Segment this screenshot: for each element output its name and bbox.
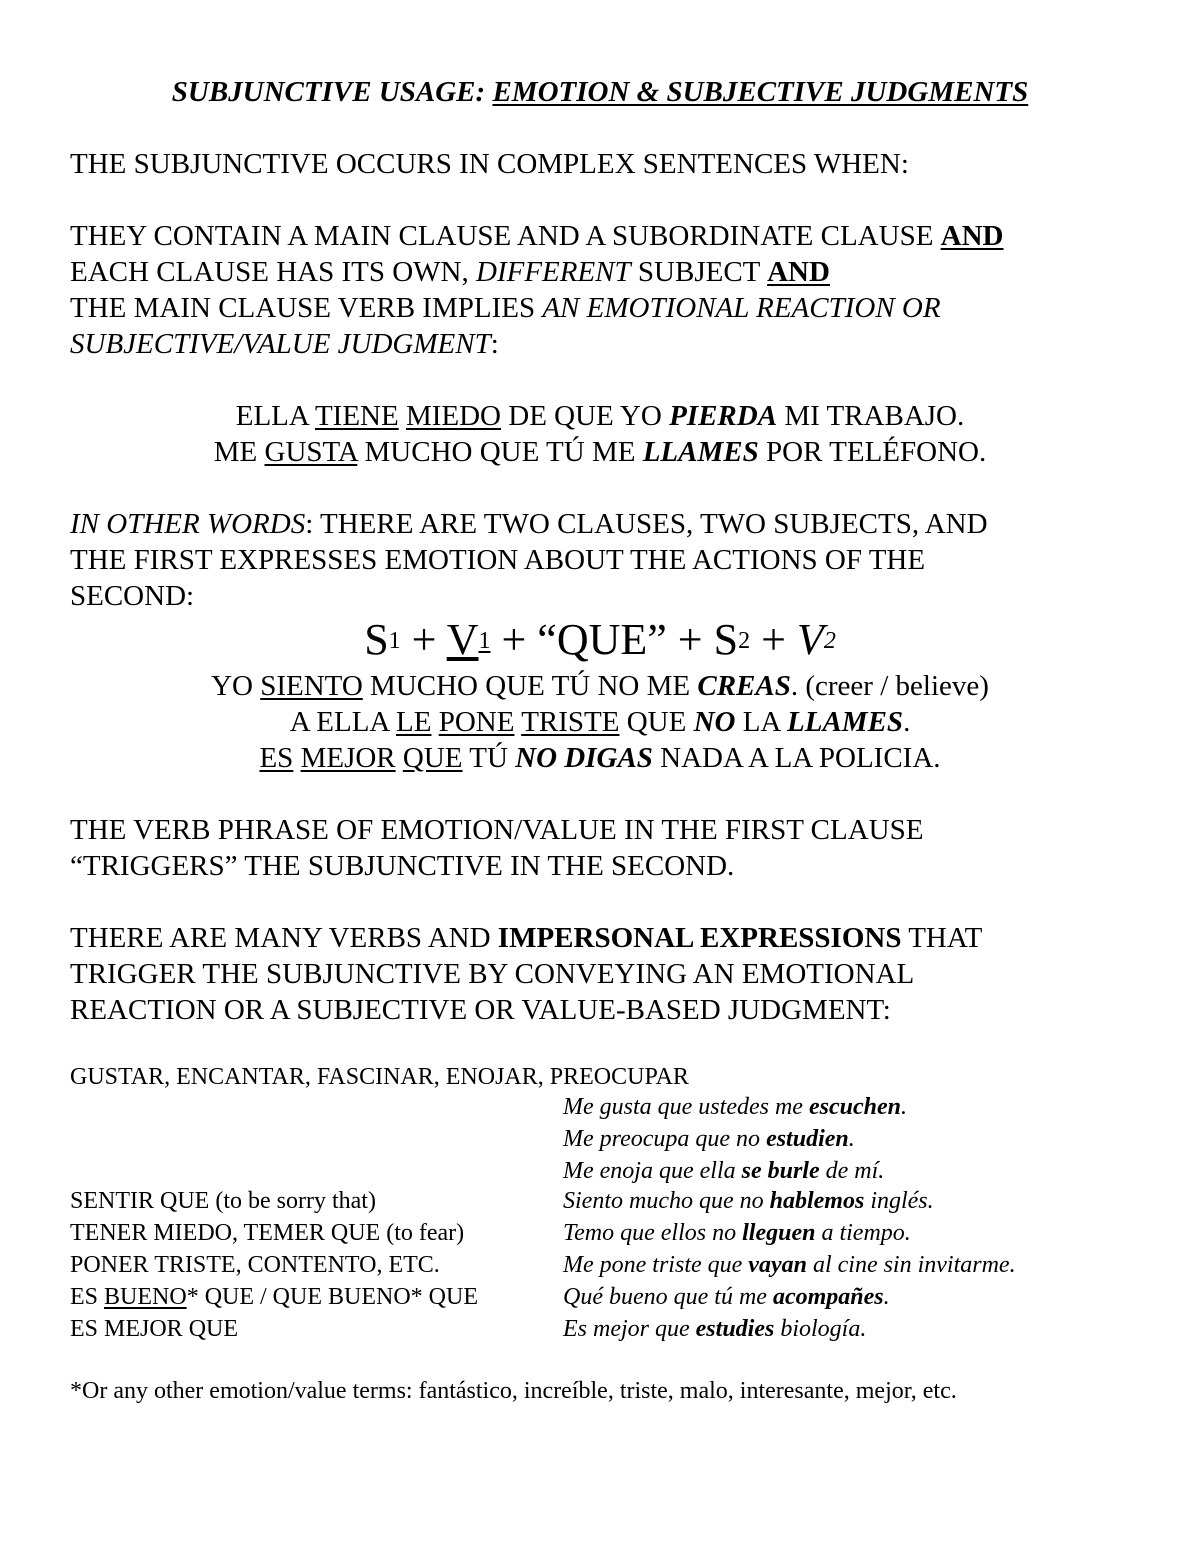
formula-op: +	[400, 615, 447, 664]
example-text: QUE	[619, 706, 694, 738]
list-example	[563, 1092, 907, 1122]
list-text: * QUE / QUE BUENO* QUE	[186, 1284, 478, 1310]
many-text: THERE ARE MANY VERBS AND	[70, 922, 498, 954]
example-text: YO	[211, 670, 261, 702]
many-line-1	[70, 920, 982, 956]
example-text: LA	[735, 706, 788, 738]
subjunctive-verb: lleguen	[742, 1220, 816, 1246]
list-example	[563, 1250, 1016, 1280]
example-verb: ES	[259, 742, 294, 774]
example-text: .	[848, 1126, 855, 1152]
example-text: al cine sin invitarme.	[806, 1252, 1016, 1278]
example-sentence-5	[0, 740, 1200, 776]
subjunctive-verb: LLAMES	[642, 436, 759, 468]
example-verb: SIENTO	[260, 670, 363, 702]
condition-text: :	[490, 328, 499, 360]
subjunctive-verb: vayan	[748, 1252, 807, 1278]
example-text: de mí.	[819, 1158, 885, 1184]
subjunctive-verb: se burle	[741, 1158, 820, 1184]
example-text: POR TELÉFONO.	[758, 436, 987, 468]
list-left-es-bueno	[70, 1282, 478, 1312]
example-verb: PONE	[438, 706, 515, 738]
example-text: Siento mucho que no	[563, 1188, 770, 1214]
subjunctive-verb: LLAMES	[787, 706, 904, 738]
condition-and: AND	[940, 220, 1004, 252]
formula-sup: 1	[388, 628, 401, 654]
example-verb: MEJOR	[300, 742, 396, 774]
many-line-2: TRIGGER THE SUBJUNCTIVE BY CONVEYING AN EMOTIONAL	[70, 958, 915, 990]
title-prefix: SUBJUNCTIVE USAGE:	[171, 76, 493, 108]
many-bold: IMPERSONAL EXPRESSIONS	[497, 922, 902, 954]
example-sentence-3	[0, 668, 1200, 704]
example-text: .	[883, 1284, 890, 1310]
footnote: *Or any other emotion/value terms: fantástico, increíble, triste, malo, interesante, mejor, etc.	[70, 1378, 957, 1404]
example-text: Me preocupa que no	[563, 1126, 767, 1152]
example-text: MUCHO QUE TÚ NO ME	[362, 670, 698, 702]
other-words-line-2: THE FIRST EXPRESSES EMOTION ABOUT THE ACTIONS OF THE	[70, 544, 926, 576]
list-example	[563, 1218, 911, 1248]
list-example	[563, 1156, 884, 1186]
example-text: DE QUE YO	[501, 400, 670, 432]
example-text: a tiempo.	[815, 1220, 911, 1246]
example-text	[396, 742, 403, 774]
subjunctive-verb: escuchen	[808, 1094, 901, 1120]
example-text: A ELLA	[289, 706, 397, 738]
intro-line: THE SUBJUNCTIVE OCCURS IN COMPLEX SENTENCES WHEN:	[70, 148, 909, 180]
example-text: NADA A LA POLICIA.	[652, 742, 941, 774]
example-text: .	[903, 706, 911, 738]
subjunctive-verb: NO	[693, 706, 736, 738]
other-words-line-1	[70, 506, 988, 542]
condition-line-2	[70, 254, 830, 290]
title-underlined: EMOTION & SUBJECTIVE JUDGMENTS	[492, 76, 1029, 108]
other-words-line-3: SECOND:	[70, 580, 195, 612]
example-sentence-4	[0, 704, 1200, 740]
list-example	[563, 1314, 866, 1344]
example-text: ME	[213, 436, 265, 468]
list-left-poner-triste: PONER TRISTE, CONTENTO, ETC.	[70, 1252, 440, 1278]
example-text: Qué bueno que tú me	[563, 1284, 773, 1310]
example-text: Me enoja que ella	[563, 1158, 742, 1184]
trigger-line-2: “TRIGGERS” THE SUBJUNCTIVE IN THE SECOND.	[70, 850, 735, 882]
example-text: MUCHO QUE TÚ ME	[357, 436, 643, 468]
subjunctive-verb: hablemos	[769, 1188, 865, 1214]
example-text: ELLA	[235, 400, 315, 432]
other-words-label: IN OTHER WORDS	[70, 508, 306, 540]
example-text	[399, 400, 406, 432]
formula-verb-2: V	[796, 615, 824, 664]
example-sentence-2	[0, 434, 1200, 470]
example-verb: QUE	[402, 742, 463, 774]
formula-sup: 2	[823, 628, 836, 654]
example-verb: GUSTA	[264, 436, 358, 468]
subjunctive-verb: estudies	[695, 1316, 775, 1342]
example-text: MI TRABAJO.	[777, 400, 965, 432]
formula-sup: 2	[738, 628, 751, 654]
condition-line-4	[70, 326, 499, 362]
other-words-text: : THERE ARE TWO CLAUSES, TWO SUBJECTS, AND	[305, 508, 988, 540]
example-text: biología.	[774, 1316, 867, 1342]
subjunctive-verb: acompañes	[772, 1284, 884, 1310]
example-text	[293, 742, 300, 774]
list-left-tener-miedo: TENER MIEDO, TEMER QUE (to fear)	[70, 1220, 465, 1246]
formula-verb-1: V	[446, 615, 479, 664]
many-line-3: REACTION OR A SUBJECTIVE OR VALUE-BASED JUDGMENT:	[70, 994, 891, 1026]
example-verb: TRISTE	[521, 706, 620, 738]
list-left-es-mejor: ES MEJOR QUE	[70, 1316, 239, 1342]
example-text: Me gusta que ustedes me	[563, 1094, 809, 1120]
list-example	[563, 1282, 890, 1312]
subjunctive-verb: PIERDA	[669, 400, 778, 432]
list-underlined: BUENO	[104, 1284, 187, 1310]
condition-italic: SUBJECTIVE/VALUE JUDGMENT	[70, 328, 491, 360]
list-example	[563, 1186, 934, 1216]
formula-op: + “QUE” +	[490, 615, 714, 664]
condition-italic: AN EMOTIONAL REACTION OR	[542, 292, 941, 324]
example-text: TÚ	[462, 742, 516, 774]
example-verb: MIEDO	[405, 400, 501, 432]
condition-text: SUBJECT	[630, 256, 768, 288]
formula	[0, 616, 1200, 671]
subjunctive-verb: NO DIGAS	[515, 742, 653, 774]
example-text	[431, 706, 438, 738]
example-text: Me pone triste que	[563, 1252, 749, 1278]
list-text: ES	[70, 1284, 105, 1310]
example-text: Es mejor que	[563, 1316, 696, 1342]
example-text: .	[900, 1094, 907, 1120]
formula-sup: 1	[478, 628, 491, 654]
subjunctive-verb: CREAS	[697, 670, 791, 702]
formula-subject-1: S	[364, 615, 389, 664]
example-verb: TIENE	[314, 400, 399, 432]
list-example	[563, 1124, 855, 1154]
condition-text: THE MAIN CLAUSE VERB IMPLIES	[70, 292, 543, 324]
condition-text: EACH CLAUSE HAS ITS OWN,	[70, 256, 476, 288]
example-sentence-1	[0, 398, 1200, 434]
formula-op: +	[750, 615, 797, 664]
condition-and: AND	[767, 256, 830, 288]
condition-italic: DIFFERENT	[476, 256, 631, 288]
many-text: THAT	[901, 922, 983, 954]
example-text: Temo que ellos no	[563, 1220, 743, 1246]
verbs-header: GUSTAR, ENCANTAR, FASCINAR, ENOJAR, PREOCUPAR	[70, 1064, 689, 1090]
trigger-line-1: THE VERB PHRASE OF EMOTION/VALUE IN THE FIRST CLAUSE	[70, 814, 924, 846]
formula-subject-2: S	[713, 615, 739, 664]
condition-text: THEY CONTAIN A MAIN CLAUSE AND A SUBORDINATE CLAUSE	[70, 220, 941, 252]
list-left-sentir: SENTIR QUE (to be sorry that)	[70, 1188, 376, 1214]
condition-line-1	[70, 218, 1004, 254]
page-title	[0, 74, 1200, 110]
condition-line-3	[70, 290, 941, 326]
subjunctive-verb: estudien	[766, 1126, 849, 1152]
example-text: . (creer / believe)	[790, 670, 989, 702]
example-text: inglés.	[864, 1188, 934, 1214]
example-verb: LE	[396, 706, 432, 738]
